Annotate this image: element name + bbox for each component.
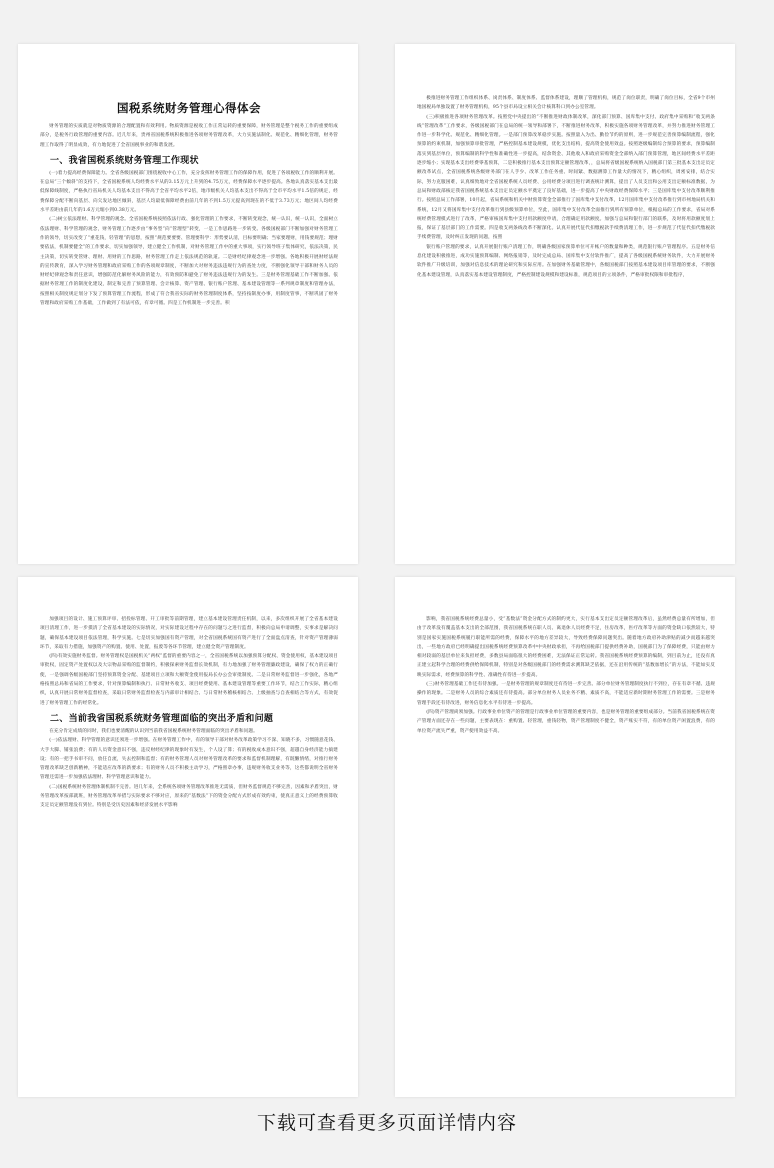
document-page-1: [18, 44, 358, 564]
body-paragraph: (一)着力提高经费保障能力。全省各级国税部门围绕税收中心工作，充分发挥财务管理工作的保障作用，促进了各项税收工作的顺利开展。在总局“三个倾斜”的支持下，全省国税系统人均经费水平从的3.15万元上升到的4.75万元，经费保障水平逐步提高。各地认真落实基本支出最低保障线制度，严格执行省局机关人均基本支出不得高于全省平均水平2倍，地市级机关人均基本支出不得高于全市平均水平1.5倍的规定，经费保障分配不断向基层、向欠发达地区倾斜，基层人均最低保障经费由前几年的不到1.5万元提高到现在的不低于3.73万元；地区间人均经费水平差距由前几年的1.6万元缩小到0.38万元。: [40, 170, 338, 214]
body-paragraph: (一)依法理财、科学管理的意识还须进一步增强。在财务管理工作中，有的领导干部对财务改革政策学习不深、知晓不多，习惯随意花钱、大手大脚、铺张浪费；有的人员资金意识不强，违反财经纪律的现象时有发生，个人设了算；有的税收成本意识不强，超越自身经济能力搞建设；有的一把手书审不问，放任自流，失去控制和监督；有的财务管理人员对财务管理改革的要求和监督机制理解，有既懒情绪，对推行财务管理改革缺乏创新精神，不能适应改革的新要求；有的财务人员不积极主动学习，严格照章办事，违规财务收支业务等，这些都说明全省财务管理还需进一步加强依法理财、科学管理意识和能力。: [40, 738, 338, 781]
body-paragraph: (二)国税系统财务管理体制机制不完善。进几年来，全系统各项财务管理改革推进无需质，但财务监督规范不够完善，因素和矛盾突出，财务管理改革按部就班，财务管理改革举措与实际要求不够对应，原来的“基数法”下的资金分配方式形成有效约束，使真正意义上的经费预算收支定员定额管理没有到位。特别是受历史因素和经济发展水平影响: [40, 784, 338, 809]
body-paragraph: 加强项目的设计、施工预算评审、招投标管理、开工审批等前期管理，建立基本建设管理责任机制，以来，多次组织开展了全省基本建设项目清理工作，进一步摸清了全省基本建设的实际情况，对实际建设过程中存在的问题与之进行监督，积极向总局申请调整，实事求是解决问题，确保基本建设项目依法管理，科学实施。七是切实加强国有资产管理，对全省国税系统国有资产进行了全面盘点清查，针对资产管理薄弱环节，采取有力措施，加强资产的购置、使用、处置，报废等各环节管理，建立健全资产管理制度。: [40, 617, 338, 650]
section-heading-2: 二、当前我省国税系统财务管理面临的突出矛盾和问题: [50, 713, 274, 724]
download-more-caption[interactable]: 下载可查看更多页面详情内容: [256, 1112, 517, 1134]
body-paragraph: 极推进财务管理工作组织体系、岗责体系、制度体系、监督体系建设，理顺了管理机构，规范了岗位职责，明确了岗位目标，全省9个市州地国税局单独设置了财务管理机构，95个县市局设立相关会计核算科口到办公室管理。: [417, 96, 715, 111]
body-paragraph: 影响，我省国税系统经费总量小，受“基数法”资金分配方式的制约更大，实行基本支出定员定额管理改革后，虽然经费总量有所增加，但由于改革没有覆盖基本支出的全部范围，我省国税系统在职人员、离退休人员经费不足，住房改革，医疗改革等方面的资金缺口依然较大，特别是国家实施国税系统履行职能所需的经费，保障水平的地方差异较大，导致经费保障问题突出。随着地方政府补助津贴的减少而越来越突出，一些地方政府已经明确提出国税系统经费预算改革中中央财政承担，不再给国税部门提供经费补助，国税部门为了保障经费，只能由财力相对较弱的基层单位来负担经费，多数县局面临很大的经费困难，无法保证正常运转。我省国税系统经费预算的编制，到目前为止，还没有真正建立起科学合理的经费供给保障机制，特别是对各级国税部门的经费需求测算缺乏依据，还在沿用传统的“基数加增长”的方法，不能如实反映实际需求，经费预算的科学性、准确性有待进一步提高。: [417, 617, 715, 678]
document-page-3: [18, 577, 358, 1097]
body-paragraph: 在充分肯定成绩的同时，我们也要清醒的认识到当前我省国税系统财务管理面临的突出矛盾和问题。: [49, 728, 258, 734]
body-paragraph: 银行账户管理的要求，认真开展银行账户清理工作，明确各级国家预算单位可开帐户的数量和种类，规范银行账户管理程序。五是财务信息化建设积极推进，成功实施预算编制、网络报销等，及时完成总局、国库集中支付软件推广，提高了各级国税系统财务软件，大力开展财务软件推广升级培训，加强对信息技术的理论研究和实际应用。在加强财务基础管理中，各级国税部门按照基本建设项目库管理的要求，不断强化基本建设管理，认真落实基本建设管理制度，严格控制建设规模和建设标准，规范项目的立项条件，严格审批权限和审批程序，: [417, 244, 715, 278]
body-paragraph: (四)有效实施财务监督。财务管理权是国税机关“两权”监督的重要内容之一，全省国税系统以加强预算分配权、资金使用权，基本建设项目审批权，固定资产处置权以及大宗物品采购的监督制约，积极探索财务监督长效机制，有力地加强了财务管理廉政建设，确保了权力的正确行使，一是强调各级国税部门坚持预算资金分配、基建项目立项和大额资金使用报局长办公会审批制度。二是日常财务监督进一步强化，各地严格按照总局和省局的工作要求，针对预算编制和执行、日常财务收支、项目经费使用、基本建设管理等重要工作环节，结合工作实际，精心组织，认真开展日常财务监督检查，采取日常财务监督检查与内部审计相结合、与日常财务稽核相结合、上级抽查与自查相结合等方式，有效促进了财务管理工作的经常化。: [40, 654, 338, 706]
intro-paragraph: 财务管理的实质就是对物质资源的合理配置和有效利用。物质资源是税收工作正常运转的重要保障，财务管理是整个税务工作的重要组成部分，是税务行政管理的重要内容。近几年来，贵州省国税系统积极推进各项财务管理改革，大力实施法制化、规范化、精细化管理，财务管理工作取得了明显成效，有力地促进了全省国税事业的和谐发展。: [40, 124, 338, 148]
body-paragraph: (四)资产管理尚须加强。行政事业单位资产的管理是行政事业单位管理的重要内容，也是财务管理的重要组成部分。当前我省国税系统在资产管理方面还存在一些问题，主要表现在：重购置、轻管理，重钱轻物，资产管理制度不健全，资产账实不符，有的单位资产闲置浪费，有的单位资产流失严重，资产使用效益不高。: [417, 709, 715, 734]
body-paragraph: (二)树立依法理财、科学管理的观念。全省国税系统按照依法行政、强化管理的工作要求，不断转变观念，统一认识，统一认识，全面树立依法理财、科学管理的观念，财务管理工作逐步由“事务型”向“管理型”转变，一是工作思路进一步转变。各级国税部门不断加强对财务管理工作的领导，切实改变了“重花钱，轻管理”的思想，按照“规范要要要、管理要科学：形势要认清，目标要明确；当家要理财，用钱要规范；理财要依法，机制要健全”的工作要求，切实加强领导，建立健全工作机制，对财务管理工作中的重大事项，实行领导班子集体研究，依法决策，民主决策，切实转变管财、理财、用财的工作思路，财务管理工作走上依法规范的轨道。二是财经纪律观念进一步增强。各地积极开展财经法规的宣传教育，深入学习财务管理和政府采购工作的各项规章制度，不断加大对财务违法违规行为的查处力度，不断强化领导干部和财务人员的财经纪律观念和责任意识，增强防范化解财务风险的能力，有效预防和避免了财务违法违规行为的发生。三是财务管理基础工作不断加强。依据财务管理工作的制度化建设，制定和完善了预算管理、会计核算、资产管理、银行账户管理、基本建设管理等一系列规章制度和管理办法，按照相关制度规定划分下发了预算管理工作流程，形成了符合我省实际的财务管理制度体系，坚持按制度办事，用制度管事，不断巩固了财务管理和政府采购工作基础，工作做到了有法可依，有章可循。四是工作机制进一步完善。积: [40, 217, 338, 307]
document-page-2: [395, 44, 735, 564]
document-page-4: [395, 577, 735, 1097]
section-heading-1: 一、我省国税系统财务管理工作现状: [50, 155, 199, 166]
body-paragraph: (三)积极推进各项财务管理改革。按照党中央提出的“不断推进财政体制改革，深化部门预算、国库集中支付、政府集中采购和“收支两条线”管理改革”工作要求，各级国税部门在总局的统一领导和部署下，不断推进财务改革，积极实施各项财务管理改革，并努力推进财务管理工作进一步科学化、规范化、精细化管理。一是部门预算改革稳步实施。按照量入为出、勤俭节约的原则，进一步规范完善预算编制流程，强化预算的约束机制，加强预算审批管理，严格控制基本建设规模，优化支出结构，提高资金使用效益。按照逐级编制综合预算的要求，预算编制落实到基层单位，预算编制的科学性和准确性进一步提高，结余资金、其他收入和政府采购资金全部纳入部门预算管理，地区间经费水平差距逐步缩小；实现基本支出经费零基预算，二是积极推行基本支出预算定额管理改革，，总局将省级国税系统纳入国税部门第三批基本支出定员定额改革试点，全省国税系统各级财务部门在人手少、改革工作任务重、时间紧、数据测算工作量大的情况下，精心组织，周密安排，结合实际，努力克服困难，认真细致地对全省国税系统人员经费、公用经费分项目进行调查统计测算，提出了人员支出和公用支出定额标准数据，为总局和财政部核定我省国税系统基本支出定员定额水平奠定了良好基础，进一步提高了中央财政经费保障水平；三是国库集中支付改革顺利推行。按照总局工作部署，10月起，省局系统和机关中财预算资金全部推行了国库集中支付改革，12月国库集中支付改革推行到市州地局机关和系统，12月又将国库集中支付改革推行到县级预算单位，至此，国库集中支付改革全面推行到所有预算单位，根据总局的工作要求，省局对系统经费管理模式进行了改革，严格审核国库集中支付用款额度申请，合理确定用款额度。加强与总局和银行部门的联系，及时将用款额度划上报，保证了基层部门的工作需要。四是收支两条线改革不断深化。认真开展代征代扣缴税款手续费清理工作，进一步规范了代征代扣代缴税款手续费管理，及时纠正发现的问题，按照: [417, 114, 715, 241]
body-paragraph: (三)财务管理基础工作还有待加强。一是财务管理的规章制度还有待进一步完善。部分单位财务管理制度执行不到位，存在有章不循、违规操作的现象。二是财务人员的综合素质还有待提高。部分单位财务人员业务不精、素质不高，不能适应新时期财务管理工作的需要。三是财务管理手段还有待改进，财务信息化水平有待进一步提高。: [417, 682, 715, 706]
document-title: 国税系统财务管理心得体会: [117, 101, 261, 115]
